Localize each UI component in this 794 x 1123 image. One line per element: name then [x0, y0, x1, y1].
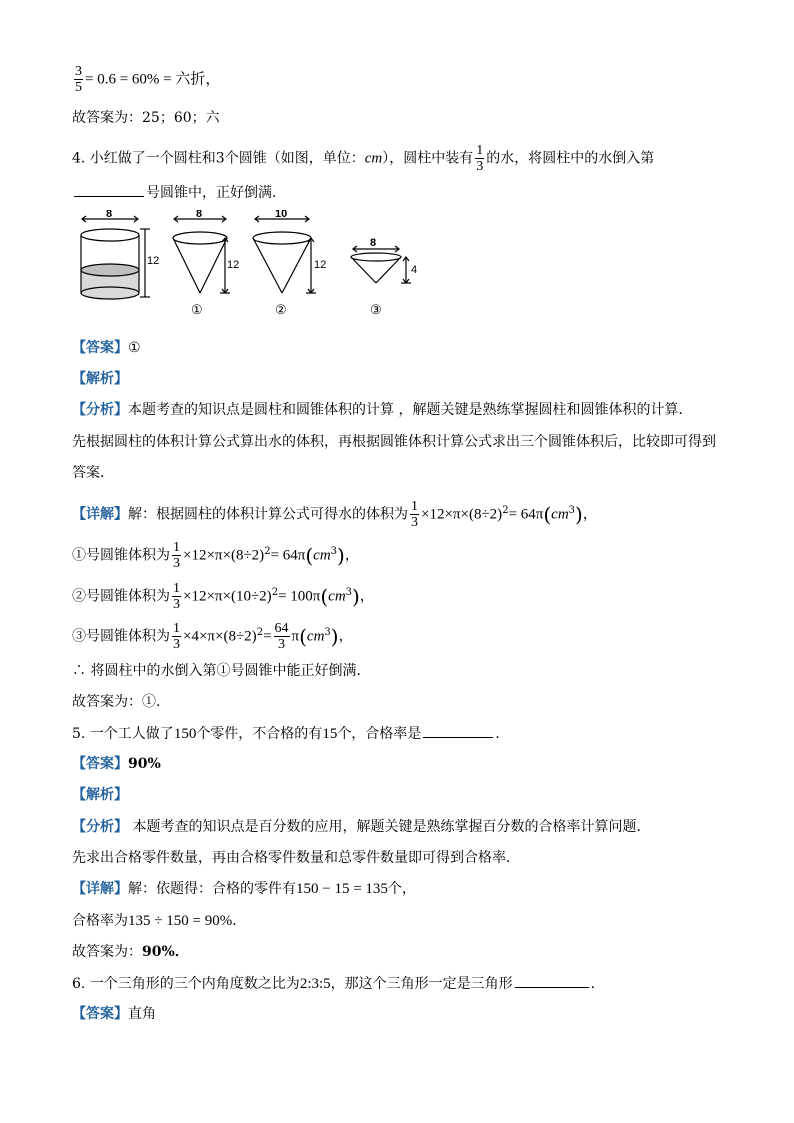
q4-cone3-volume: ③号圆锥体积为 $\frac{1}{3}$ $\times 4\times\pi\times(8\div 2)^2=$ $\frac{64}{3}$ $\pi(cm^3)$， — [72, 621, 353, 652]
q4-xiangjie: 【详解】解：根据圆柱的体积计算公式可得水的体积为 $\frac{1}{3}$ $\times 12\times\pi\times(8\div 2)^2= 64\pi(cm^3)$， — [72, 499, 597, 530]
cone-3-height: 4 — [411, 264, 418, 276]
q4-therefore: ∴ 将圆柱中的水倒入第①号圆锥中能正好倒满． — [72, 663, 371, 679]
fraction: $\frac{3}{5}$ — [75, 64, 82, 95]
q5-rate: 合格率为135 ÷ 150 = 90%． — [72, 913, 247, 929]
fraction: $\frac{1}{3}$ — [173, 621, 180, 652]
fraction: $\frac{1}{3}$ — [476, 143, 484, 174]
cone-1-figure — [173, 216, 230, 293]
q5-fenxi: 【分析】 本题考查的知识点是百分数的应用，解题关键是熟练掌握百分数的合格率计算问题． — [72, 819, 651, 835]
q4-fenxi-line3: 答案． — [72, 465, 114, 481]
q5-fenxi-line2: 先求出合格零件数量，再由合格零件数量和总零件数量即可得到合格率． — [72, 850, 520, 866]
q5-final: 故答案为：90%． — [72, 944, 189, 960]
cone-3-diameter: 8 — [370, 237, 377, 249]
q5-question: 5. 一个工人做了150个零件，不合格的有15个，合格率是 ． — [72, 723, 509, 744]
q5-xiangjie: 【详解】解：依题得：合格的零件有150 − 15 = 135个， — [72, 881, 416, 897]
q4-final: 故答案为：①． — [72, 694, 170, 710]
cone-3-figure — [351, 246, 411, 283]
cyl-diameter: 8 — [106, 210, 113, 220]
fraction: $\frac{1}{3}$ — [411, 499, 418, 530]
cone-1-diameter: 8 — [196, 210, 203, 220]
answer-blank — [74, 182, 144, 197]
q4-figure — [72, 210, 432, 320]
cone-1-label: ① — [191, 302, 203, 317]
q6-question: 6. 一个三角形的三个内角度数之比为2:3:5，那这个三角形一定是三角形 ． — [72, 973, 605, 994]
cone-2-height: 12 — [314, 259, 327, 271]
q4-jiexi: 【解析】 — [72, 371, 128, 387]
cone-2-figure — [253, 216, 316, 293]
q4-cone2-volume: ②号圆锥体积为 $\frac{1}{3}$ $\times 12\times\pi\times(10\div 2)^2= 100\pi(cm^3)$， — [72, 581, 374, 612]
fraction: $\frac{1}{3}$ — [173, 540, 180, 571]
q4-fenxi-line2: 先根据圆柱的体积计算公式算出水的体积，再根据圆锥体积计算公式求出三个圆锥体积后，比较即可得到 — [72, 434, 716, 450]
q5-jiexi: 【解析】 — [72, 787, 128, 803]
q3-answer: 故答案为：25；60；六 — [72, 110, 220, 126]
fraction: $\frac{64}{3}$ — [274, 621, 289, 652]
fraction: $\frac{1}{3}$ — [173, 581, 180, 612]
q5-answer-line: 【答案】90% — [72, 756, 161, 772]
q3-fraction-line: $\frac{3}{5}$ = 0.6 = 60% = 六折， — [75, 64, 221, 95]
q4-answer-line: 【答案】① — [72, 340, 141, 356]
cone-3-label: ③ — [370, 302, 382, 317]
cone-2-diameter: 10 — [275, 210, 288, 220]
q4-cone1-volume: ①号圆锥体积为 $\frac{1}{3}$ $\times 12\times\pi\times(8\div 2)^2= 64\pi(cm^3)$， — [72, 540, 359, 571]
answer-blank — [423, 723, 493, 738]
q4-fenxi: 【分析】本题考查的知识点是圆柱和圆锥体积的计算 ，解题关键是熟练掌握圆柱和圆锥体积的计算． — [72, 402, 693, 418]
q4-question-line2: 号圆锥中，正好倒满． — [72, 182, 286, 203]
q6-answer-line: 【答案】直角 — [72, 1006, 156, 1022]
cone-1-height: 12 — [227, 259, 240, 271]
cylinder-figure — [81, 216, 150, 299]
answer-blank — [515, 973, 589, 988]
cone-2-label: ② — [275, 302, 287, 317]
cyl-height: 12 — [147, 255, 160, 267]
q4-question: 4. 小红做了一个圆柱和3个圆锥（如图，单位：cm），圆柱中装有 $\frac{1}{3}$ 的水，将圆柱中的水倒入第 — [72, 143, 655, 174]
